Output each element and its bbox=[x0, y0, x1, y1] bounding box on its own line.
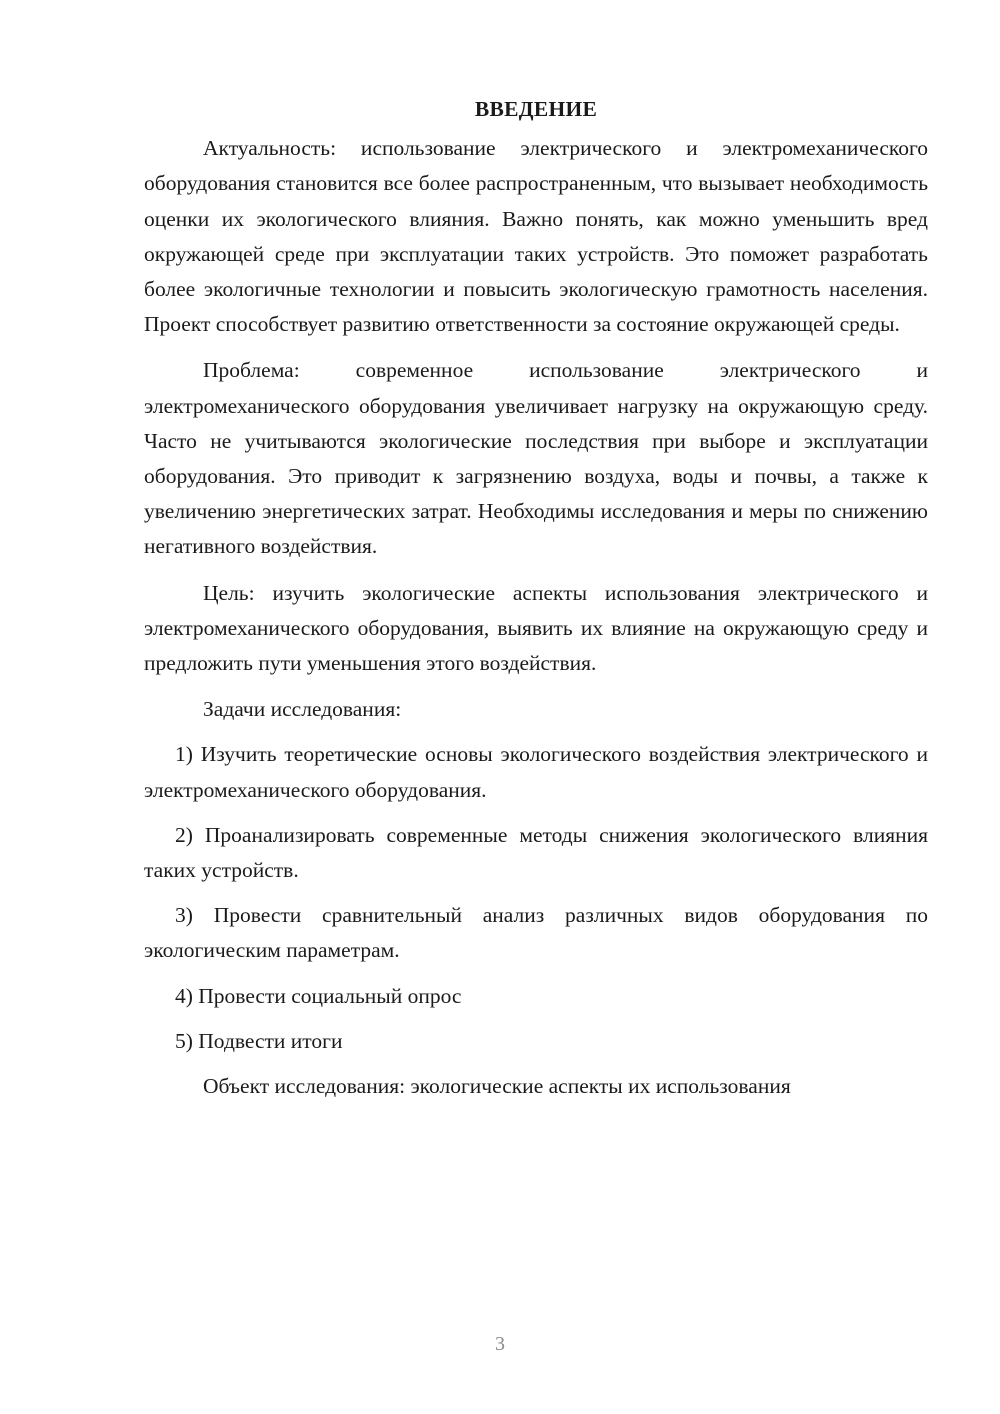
task-item: 1) Изучить теоретические основы экологического воздействия электрического и электромеханического оборудования. bbox=[144, 742, 928, 802]
task-item: 2) Проанализировать современные методы снижения экологического влияния таких устройств. bbox=[144, 822, 928, 883]
goal-paragraph: Цель: изучить экологические аспекты использования электрического и электромеханического оборудования, выявить их влияние на окружающую среду и предложить пути уменьшения этого воздействия. bbox=[144, 580, 928, 676]
task-item: 3) Провести сравнительный анализ различных видов оборудования по экологическим параметрам. bbox=[144, 903, 928, 963]
object-paragraph: Объект исследования: экологические аспекты их использования bbox=[203, 1074, 791, 1099]
problem-paragraph: Проблема: современное использование электрического и электромеханического оборудования увеличивает нагрузку на окружающую среду. Часто не учитываются экологические последствия при выборе и эксплуатации оборудования. Это приводит к загрязнению воздуха, воды и почвы, а также к увеличению энергетических затрат. Необходимы исследования и меры по снижению негативного воздействия. bbox=[144, 358, 928, 559]
tasks-list bbox=[144, 737, 928, 1059]
page-number: 3 bbox=[495, 1333, 505, 1355]
tasks-heading: Задачи исследования: bbox=[203, 697, 402, 722]
document-page bbox=[144, 92, 928, 1114]
section-title: ВВЕДЕНИЕ bbox=[474, 97, 598, 121]
relevance-paragraph: Актуальность: использование электрического и электромеханического оборудования становится все более распространенным, что вызывает необходимость оценки их экологического влияния. Важно понять, как можно уменьшить вред окружающей среде при эксплуатации таких устройств. Это поможет разработать более экологичные технологии и повысить экологическую грамотность населения. Проект способствует развитию ответственности за состояние окружающей среды. bbox=[144, 136, 928, 337]
task-item: 5) Подвести итоги bbox=[175, 1028, 343, 1053]
task-item: 4) Провести социальный опрос bbox=[175, 983, 462, 1008]
